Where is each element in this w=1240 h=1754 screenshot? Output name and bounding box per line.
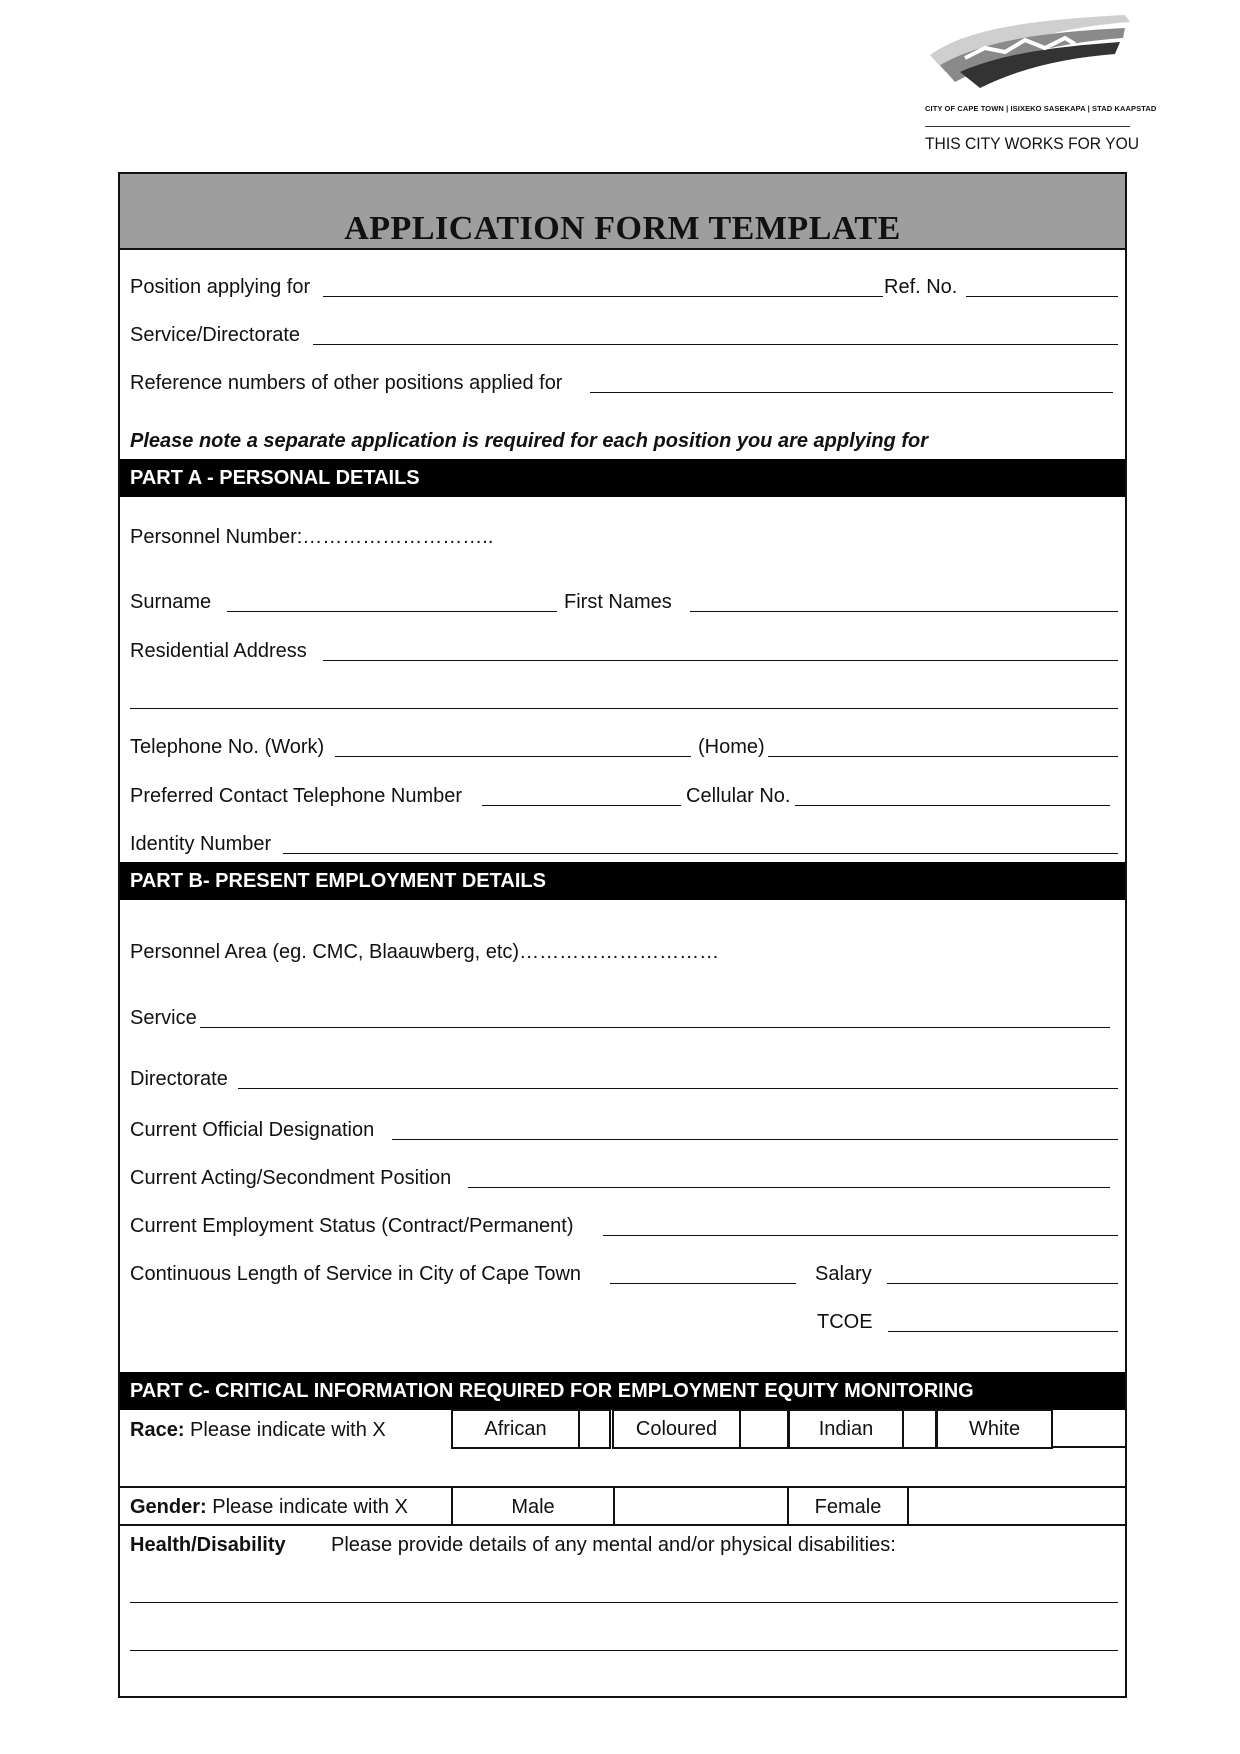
preferred-contact-field[interactable]: [482, 805, 681, 806]
race-checkbox-coloured[interactable]: [739, 1409, 789, 1449]
service-field[interactable]: [200, 1027, 1110, 1028]
race-checkbox-indian[interactable]: [902, 1409, 937, 1449]
health-details-field-line2[interactable]: [130, 1650, 1118, 1651]
race-label-instruction: Please indicate with X: [190, 1419, 386, 1441]
telephone-work-field[interactable]: [335, 756, 691, 757]
designation-field[interactable]: [392, 1139, 1118, 1140]
identity-number-label: Identity Number: [130, 833, 272, 855]
preferred-contact-label: Preferred Contact Telephone Number: [130, 785, 463, 807]
service-label: Service: [130, 1007, 197, 1029]
gender-checkbox-male[interactable]: [615, 1488, 787, 1524]
acting-position-label: Current Acting/Secondment Position: [130, 1167, 452, 1189]
gender-checkbox-female[interactable]: [909, 1488, 1125, 1524]
personnel-area-label: Personnel Area (eg. CMC, Blaauwberg, etc)…………………………: [130, 941, 720, 963]
employment-status-label: Current Employment Status (Contract/Permanent): [130, 1215, 574, 1237]
designation-label: Current Official Designation: [130, 1119, 375, 1141]
employment-status-field[interactable]: [603, 1235, 1118, 1236]
surname-label: Surname: [130, 591, 212, 613]
race-option-indian: Indian: [788, 1409, 904, 1449]
race-option-coloured: Coloured: [612, 1409, 741, 1449]
race-option-african: African: [451, 1409, 580, 1449]
gender-row-bottom-border: [120, 1524, 1125, 1526]
health-details-field-line1[interactable]: [130, 1602, 1118, 1603]
residential-address-field-line2[interactable]: [130, 708, 1118, 709]
position-applying-label: Position applying for: [130, 276, 311, 298]
length-of-service-field[interactable]: [610, 1283, 796, 1284]
race-checkbox-african[interactable]: [578, 1409, 611, 1449]
personnel-number-label: Personnel Number:………………………..: [130, 526, 494, 548]
directorate-field[interactable]: [238, 1088, 1118, 1089]
race-label: [130, 1418, 386, 1442]
form-frame: [118, 172, 1127, 1698]
residential-address-field[interactable]: [323, 660, 1118, 661]
directorate-label: Directorate: [130, 1068, 228, 1090]
gender-label-bold: Gender:: [130, 1496, 207, 1518]
race-checkbox-white[interactable]: [1051, 1446, 1125, 1448]
city-logo: [925, 10, 1157, 160]
tcoe-field[interactable]: [888, 1331, 1118, 1332]
race-option-white: White: [936, 1409, 1053, 1449]
identity-number-field[interactable]: [283, 853, 1118, 854]
telephone-home-label: (Home): [698, 736, 765, 758]
health-disability-label: Health/Disability: [130, 1534, 286, 1556]
service-directorate-field[interactable]: [313, 344, 1118, 345]
city-logo-mark: [925, 10, 1135, 90]
gender-option-female: Female: [814, 1496, 882, 1518]
first-names-label: First Names: [564, 591, 672, 613]
first-names-field[interactable]: [690, 611, 1118, 612]
salary-label: Salary: [815, 1263, 872, 1285]
gender-option-male: Male: [511, 1496, 555, 1518]
position-applying-field[interactable]: [323, 296, 883, 297]
part-c-heading: PART C- CRITICAL INFORMATION REQUIRED FOR EMPLOYMENT EQUITY MONITORING: [120, 1372, 1125, 1410]
telephone-work-label: Telephone No. (Work): [130, 736, 325, 758]
separate-application-note: Please note a separate application is required for each position you are applying for: [130, 430, 928, 452]
tcoe-label: TCOE: [817, 1311, 873, 1333]
cellular-field[interactable]: [795, 805, 1110, 806]
health-disability-prompt: Please provide details of any mental and/or physical disabilities:: [331, 1534, 896, 1556]
part-a-heading: PART A - PERSONAL DETAILS: [120, 459, 1125, 497]
other-refs-field[interactable]: [590, 392, 1113, 393]
service-directorate-label: Service/Directorate: [130, 324, 301, 346]
page-title: APPLICATION FORM TEMPLATE: [344, 210, 901, 247]
gender-label: [130, 1495, 408, 1519]
logo-tagline-large: THIS CITY WORKS FOR YOU: [925, 134, 1140, 153]
part-b-heading: PART B- PRESENT EMPLOYMENT DETAILS: [120, 862, 1125, 900]
logo-tagline-small: CITY OF CAPE TOWN | ISIXEKO SASEKAPA | STAD KAAPSTAD: [925, 104, 1157, 113]
cellular-label: Cellular No.: [686, 785, 791, 807]
race-label-bold: Race:: [130, 1419, 185, 1441]
telephone-home-field[interactable]: [768, 756, 1118, 757]
gender-label-instruction: Please indicate with X: [212, 1496, 408, 1518]
other-refs-label: Reference numbers of other positions applied for: [130, 372, 563, 394]
logo-divider: [925, 126, 1130, 127]
salary-field[interactable]: [887, 1283, 1118, 1284]
surname-field[interactable]: [227, 611, 557, 612]
length-of-service-label: Continuous Length of Service in City of Cape Town: [130, 1263, 582, 1285]
residential-address-label: Residential Address: [130, 640, 307, 662]
ref-no-label: Ref. No.: [884, 276, 958, 298]
title-bar: [120, 174, 1125, 250]
acting-position-field[interactable]: [468, 1187, 1110, 1188]
ref-no-field[interactable]: [966, 296, 1118, 297]
